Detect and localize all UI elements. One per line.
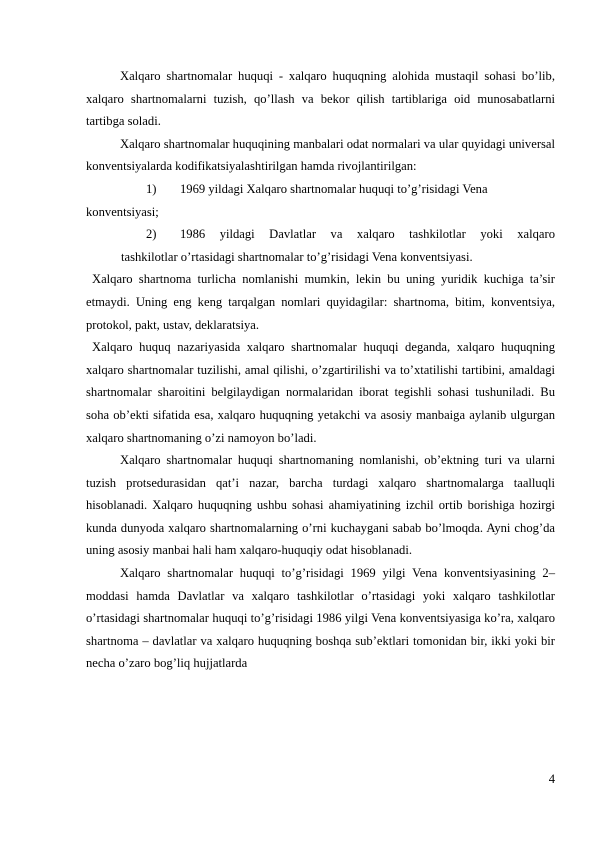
paragraph-6: Xalqaro shartnomalar huquqi to’g’risidagi 1969 yilgi Vena konventsiyasining 2–moddasi hamda Davlatlar va xalqaro tashkilotlar o’rtasidagi yoki xalqaro tashkilotlar o’rtasidagi shartnomalar huquqi to’g’risidagi 1986 yilgi Vena konventsiyasiga ko’ra, xalqaro shartnoma – davlatlar va xalqaro huquqning boshqa sub’ektlari tomonidan bir, ikki yoki bir necha o’zaro bog’liq hujjatlarda <box>86 566 555 671</box>
list-item-1-text: 1969 yildagi Xalqaro shartnomalar huquqi to’g’risidagi Vena <box>180 181 488 196</box>
page-number: 4 <box>548 772 555 786</box>
paragraph-2: Xalqaro shartnomalar huquqining manbalari odat normalari va ular quyidagi universal konventsiyalarda kodifikatsiyalashtirilgan hamda rivojlantirilgan: <box>86 136 555 174</box>
paragraph-4: Xalqaro huquq nazariyasida xalqaro shartnomalar huquqi deganda, xalqaro huquqning xalqaro shartnomalar tuzilishi, amal qilishi, o’zgartirilishi va to’xtatilishi tartibini, amaldagi shartnomalar sharoitini belgilaydigan normalaridan iborat tegishli sohasi tushuniladi. Bu soha ob’ekti sifatida esa, xalqaro huquqning yetakchi va asosiy manbaiga aylanib ulgurgan xalqaro shartnomaning o’zi namoyon bo’ladi. <box>86 340 555 445</box>
list-item-2 <box>86 223 555 246</box>
paragraph-5: Xalqaro shartnomalar huquqi shartnomaning nomlanishi, ob’ektning turi va ularni tuzish protsedurasidan qat’i nazar, barcha turdagi xalqaro shartnomalarga taalluqli hisoblanadi. Xalqaro huquqning ushbu sohasi ahamiyatining izchil ortib borishiga hozirgi kunda dunyoda xalqaro shartnomalarning o’rni kuchaygani sabab bo’lmoqda. Ayni chog’da uning asosiy manbai hali ham xalqaro-huquqiy odat hisoblanadi. <box>86 453 555 558</box>
list-item-1-continuation: konventsiyasi; <box>86 204 159 219</box>
document-body <box>86 65 555 675</box>
list-item-1-number: 1) <box>146 181 157 196</box>
paragraph-1: Xalqaro shartnomalar huquqi - xalqaro huquqning alohida mustaqil sohasi bo’lib, xalqaro shartnomalarni tuzish, qo’llash va bekor qilish tartiblariga oid munosabatlarni tartibga soladi. <box>86 69 555 129</box>
list-item-2-number: 2) <box>146 227 157 242</box>
paragraph-3: Xalqaro shartnoma turlicha nomlanishi mumkin, lekin bu uning yuridik kuchiga ta’sir etmaydi. Uning eng keng tarqalgan nomlari quyidagilar: shartnoma, bitim, konventsiya, protokol, pakt, ustav, deklaratsiya. <box>86 272 555 332</box>
list-item-2-continuation: tashkilotlar o’rtasidagi shartnomalar to’g’risidagi Vena konventsiyasi. <box>121 249 473 264</box>
list-item-2-text: 1986 yildagi Davlatlar va xalqaro tashkilotlar yoki xalqaro <box>180 227 555 242</box>
list-item-1 <box>86 178 555 201</box>
